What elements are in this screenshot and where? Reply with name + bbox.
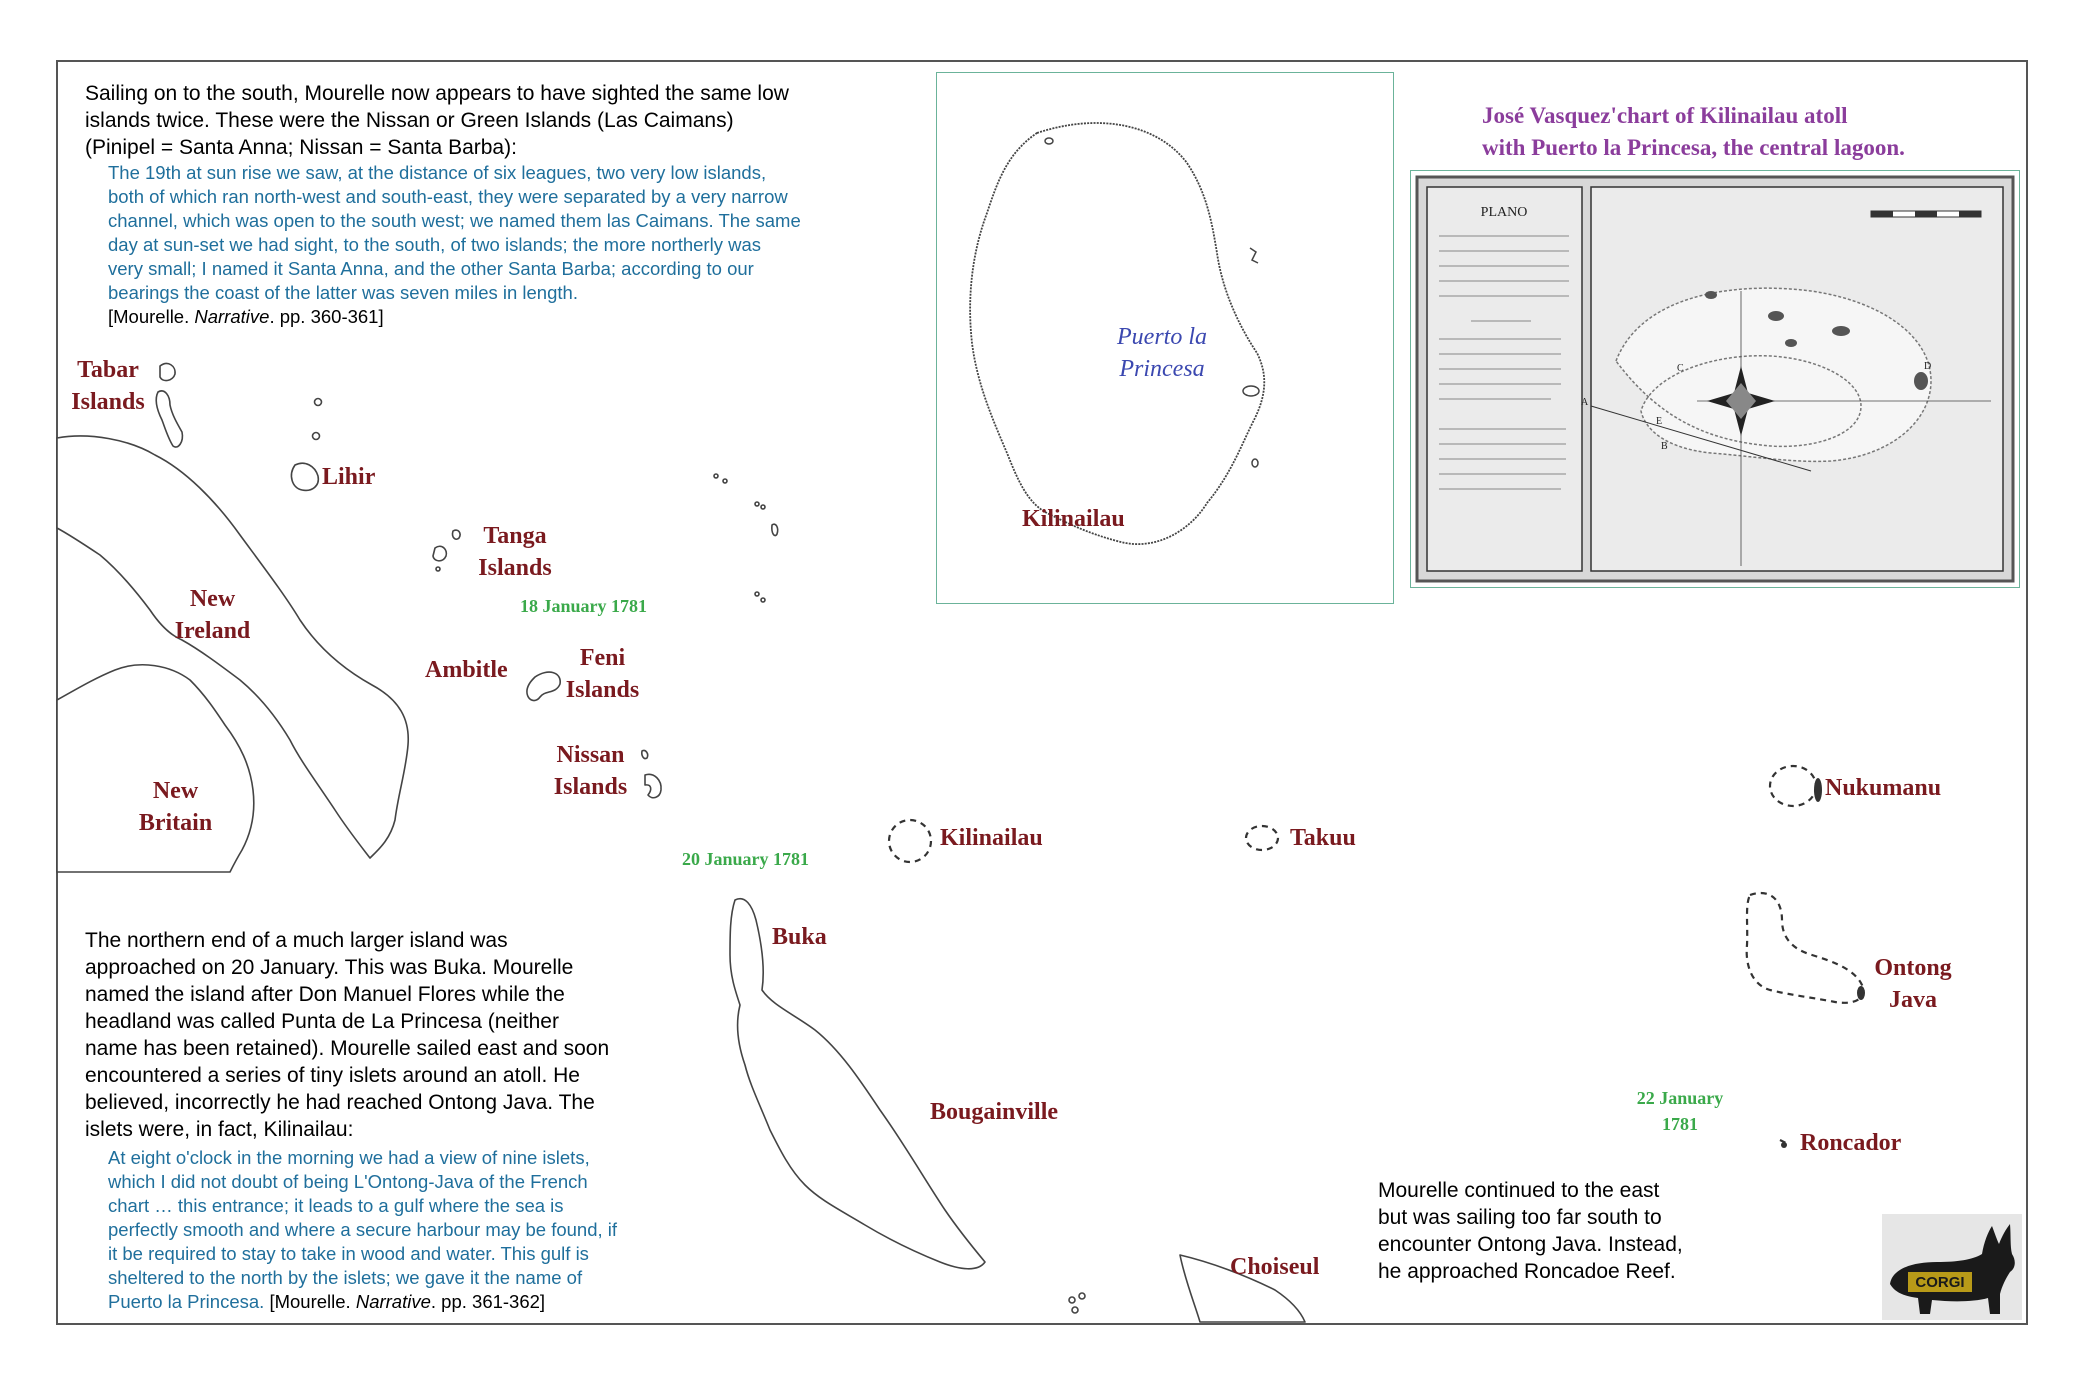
top-quote-line: channel, which was open to the south west; we named them las Caimans. The same	[108, 210, 801, 231]
tanga-island	[433, 546, 446, 561]
tabar-island-2	[156, 391, 182, 447]
corgi-logo	[1882, 1214, 2022, 1320]
label-feni-islands	[560, 642, 645, 706]
citation-title: Narrative	[194, 306, 270, 327]
label-line: Ontong	[1874, 955, 1952, 981]
label-line: New	[189, 586, 236, 612]
bottom-quote-line: perfectly smooth and where a secure harbour may be found, if	[108, 1219, 618, 1240]
bottom-intro-text	[85, 927, 705, 1143]
bottom-quote-line: sheltered to the north by the islets; we gave it the name of	[108, 1267, 583, 1288]
label-nukumanu: Nukumanu	[1825, 775, 1942, 801]
label-choiseul: Choiseul	[1230, 1254, 1320, 1280]
top-quote	[108, 161, 958, 329]
bougainville-coast	[730, 899, 985, 1269]
label-new-ireland	[170, 583, 255, 647]
east-text	[1378, 1177, 1798, 1285]
label-kilinailau: Kilinailau	[940, 825, 1043, 851]
plano-title: PLANO	[1480, 205, 1528, 220]
bottom-quote-line: it be required to stay to take in wood and water. This gulf is	[108, 1243, 589, 1264]
caption-line: José Vasquez'chart of Kilinailau atoll	[1482, 103, 1848, 128]
label-line: Tabar	[77, 357, 139, 383]
date-line: 22 January	[1636, 1088, 1724, 1108]
citation-title: Narrative	[355, 1291, 431, 1312]
citation-suffix: . pp. 360-361]	[269, 306, 384, 327]
label-line: Islands	[553, 774, 628, 800]
bottom-intro-line: The northern end of a much larger island was	[85, 929, 508, 952]
label-line: Nissan	[556, 742, 625, 768]
bottom-quote-line: which I did not doubt of being L'Ontong-Java of the French	[108, 1171, 588, 1192]
lihir-island	[291, 463, 318, 490]
chart-letter-a: A	[1581, 397, 1589, 408]
bottom-quote-line: chart … this entrance; it leads to a gulf where the sea is	[108, 1195, 564, 1216]
bottom-intro-line: name has been retained). Mourelle sailed east and soon	[85, 1037, 610, 1060]
bottom-intro-line: named the island after Don Manuel Flores while the	[85, 983, 565, 1006]
new-britain-coast	[57, 665, 254, 872]
bottom-quote-last: Puerto la Princesa.	[108, 1291, 265, 1312]
top-intro-line: islands twice. These were the Nissan or Green Islands (Las Caimans)	[85, 109, 734, 132]
inset-label-kilinailau: Kilinailau	[1022, 506, 1125, 532]
label-bougainville: Bougainville	[930, 1099, 1059, 1125]
label-ambitle: Ambitle	[425, 657, 508, 683]
chart-letter-c: C	[1677, 363, 1684, 374]
date-line: 1781	[1662, 1114, 1698, 1134]
label-takuu: Takuu	[1290, 825, 1356, 851]
date-20-january: 20 January 1781	[682, 849, 810, 869]
takuu-atoll	[1246, 826, 1278, 850]
label-line: Islands	[565, 677, 640, 703]
label-line: Islands	[71, 389, 145, 415]
bottom-quote-last-line	[108, 1290, 728, 1314]
vasquez-caption	[1482, 100, 2002, 164]
feni-island	[527, 672, 560, 700]
east-text-line: but was sailing too far south to	[1378, 1206, 1662, 1229]
bottom-quote	[108, 1146, 728, 1314]
top-intro-line: Sailing on to the south, Mourelle now appears to have sighted the same low	[85, 82, 789, 105]
date-18-january: 18 January 1781	[520, 596, 648, 616]
logo-text: CORGI	[1915, 1274, 1965, 1291]
label-line: New	[152, 778, 199, 804]
label-new-britain	[133, 775, 218, 839]
east-text-line: encounter Ontong Java. Instead,	[1378, 1233, 1683, 1256]
label-line: Java	[1889, 987, 1937, 1013]
citation-suffix: . pp. 361-362]	[430, 1291, 546, 1312]
caption-line: with Puerto la Princesa, the central lagoon.	[1482, 135, 1905, 160]
east-text-line: he approached Roncadoe Reef.	[1378, 1260, 1676, 1283]
label-line: Tanga	[483, 523, 547, 549]
chart-letter-d: D	[1924, 361, 1932, 372]
citation-prefix: [Mourelle.	[264, 1291, 356, 1312]
nissan-island	[645, 774, 661, 797]
bottom-intro-line: islets were, in fact, Kilinailau:	[85, 1118, 354, 1141]
top-quote-line: bearings the coast of the latter was seven miles in length.	[108, 282, 578, 303]
top-quote-line: very small; I named it Santa Anna, and the other Santa Barba; according to our	[108, 258, 754, 279]
tabar-island	[160, 364, 175, 381]
bottom-intro-line: headland was called Punta de La Princesa (neither	[85, 1010, 559, 1033]
bottom-intro-line: believed, incorrectly he had reached Ontong Java. The	[85, 1091, 595, 1114]
citation-prefix: [Mourelle.	[108, 306, 195, 327]
top-quote-line: The 19th at sun rise we saw, at the distance of six leagues, two very low islands,	[108, 162, 767, 183]
label-buka: Buka	[772, 924, 827, 950]
label-roncador: Roncador	[1800, 1130, 1902, 1156]
kilinailau-atoll	[889, 820, 931, 862]
lagoon-line: Puerto la	[1117, 324, 1207, 350]
bottom-intro-line: encountered a series of tiny islets around an atoll. He	[85, 1064, 580, 1087]
bottom-intro-line: approached on 20 January. This was Buka. Mourelle	[85, 956, 574, 979]
east-text-line: Mourelle continued to the east	[1378, 1179, 1660, 1202]
label-line: Feni	[579, 645, 626, 671]
lagoon-line: Princesa	[1119, 356, 1205, 382]
label-line: Britain	[138, 810, 213, 836]
label-nissan-islands	[548, 739, 633, 803]
bottom-quote-line: At eight o'clock in the morning we had a view of nine islets,	[108, 1147, 590, 1168]
lagoon-label	[1097, 321, 1227, 385]
corgi-dog-icon	[1882, 1214, 2022, 1320]
date-22-january	[1630, 1085, 1730, 1137]
label-lihir: Lihir	[322, 464, 376, 490]
top-intro-text	[85, 80, 945, 161]
nukumanu-atoll	[1770, 766, 1816, 806]
kilinailau-inset	[936, 72, 1394, 604]
chart-letter-b: B	[1661, 441, 1668, 452]
vasquez-chart-inset	[1410, 170, 2020, 588]
label-tanga-islands	[470, 520, 560, 584]
chart-letter-e: E	[1656, 416, 1663, 427]
label-tabar-islands	[68, 354, 148, 418]
top-quote-line: day at sun-set we had sight, to the south, of two islands; the more northerly was	[108, 234, 761, 255]
vasquez-chart-image	[1411, 171, 2019, 587]
label-line: Ireland	[174, 618, 251, 644]
label-ontong-java	[1868, 952, 1958, 1016]
top-quote-line: both of which ran north-west and south-east, they were separated by a very narrow	[108, 186, 788, 207]
label-line: Islands	[478, 555, 552, 581]
top-intro-line: (Pinipel = Santa Anna; Nissan = Santa Barba):	[85, 136, 517, 159]
top-citation	[108, 305, 958, 329]
ontong-java-atoll	[1747, 893, 1864, 1003]
